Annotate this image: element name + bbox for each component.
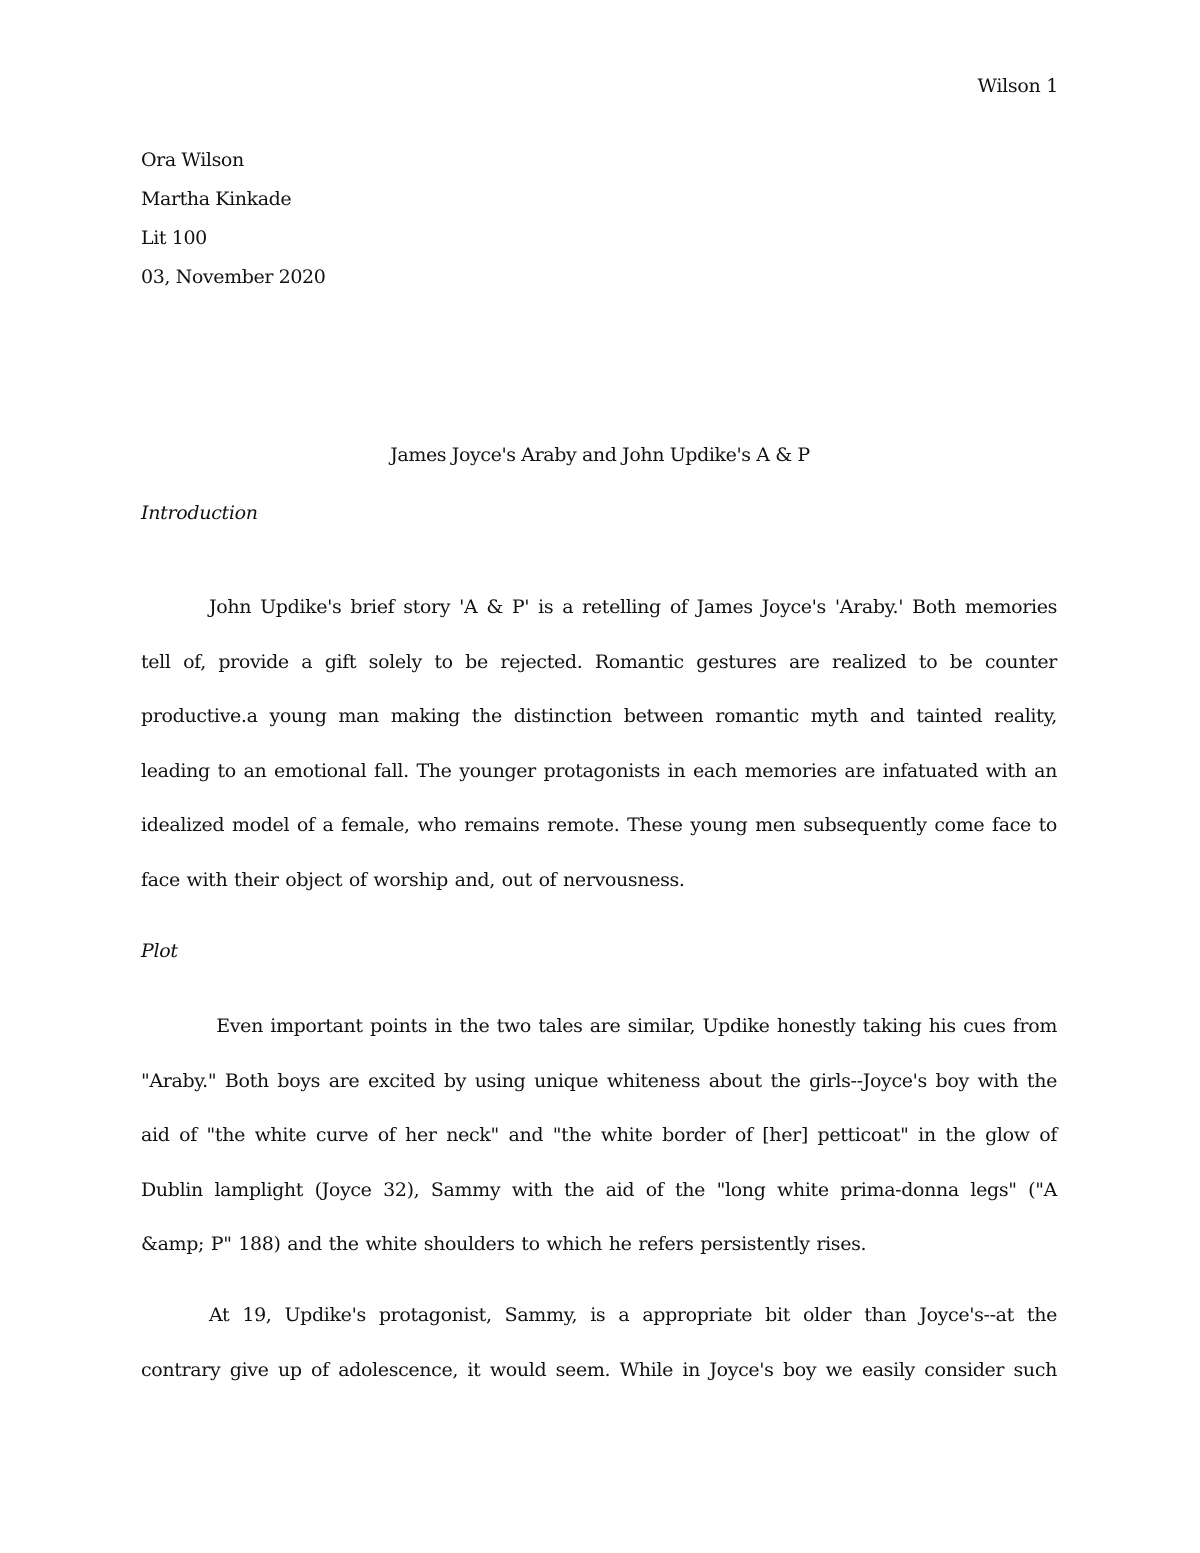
- paragraph-introduction: [141, 580, 1057, 908]
- section-heading-plot: Plot: [141, 940, 178, 962]
- section-heading-introduction: Introduction: [141, 502, 258, 524]
- course-name: Lit 100: [141, 227, 207, 249]
- author-name: Ora Wilson: [141, 149, 244, 171]
- date: 03, November 2020: [141, 266, 326, 288]
- paragraph-text: At 19, Updike's protagonist, Sammy, is a appropriate bit older than Joyce's--at the contrary give up of adolescence, it would seem. While in Joyce's boy we easily consider such: [141, 1304, 1057, 1381]
- instructor-name: Martha Kinkade: [141, 188, 292, 210]
- paragraph-plot-2: [141, 1288, 1057, 1397]
- paragraph-plot-1: [141, 999, 1057, 1272]
- document-title: James Joyce's Araby and John Updike's A & P: [390, 444, 810, 466]
- paragraph-text: John Updike's brief story 'A & P' is a retelling of James Joyce's 'Araby.' Both memories tell of, provide a gift solely to be rejected. Romantic gestures are realized to be counter productive.a young man making the distinction between romantic myth and tainted reality, leading to an emotional fall. The younger protagonists in each memories are infatuated with an idealized model of a female, who remains remote. These young men subsequently come face to face with their object of worship and, out of nervousness.: [141, 596, 1057, 891]
- paragraph-text: Even important points in the two tales are similar, Updike honestly taking his cues from "Araby." Both boys are excited by using unique whiteness about the girls--Joyce's boy with the aid of "the white curve of her neck" and "the white border of [her] petticoat" in the glow of Dublin lamplight (Joyce 32), Sammy with the aid of the "long white prima-donna legs" ("A &amp; P" 188) and the white shoulders to which he refers persistently rises.: [141, 1015, 1057, 1256]
- running-header: Wilson 1: [977, 75, 1058, 97]
- heading-block: [141, 146, 325, 302]
